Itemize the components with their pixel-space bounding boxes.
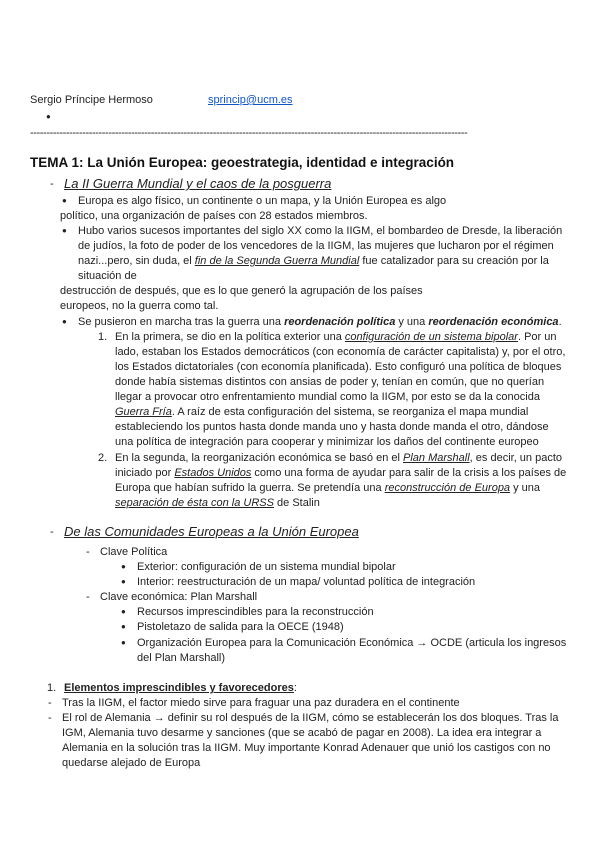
bullet-1-line-2: político, una organización de países con 28 estados miembros.	[60, 210, 368, 222]
bullet-2-line-2: de judíos, la foto de poder de los vencedores de la IIGM, las mujeres que lucharon por el régimen	[78, 240, 554, 252]
section2-heading: De las Comunidades Europeas a la Unión Europea	[64, 524, 359, 539]
clave-politica-exterior: ● Exterior: configuración de un sistema mundial bipolar	[137, 560, 396, 574]
numbered-2-line-2	[115, 466, 566, 480]
page-title: TEMA 1: La Unión Europea: geoestrategia, identidad e integración	[30, 155, 455, 170]
bullet-2-line-3	[78, 254, 549, 268]
text-run: y una	[510, 482, 541, 494]
link-guerra-fria[interactable]: Guerra Fría	[115, 406, 172, 418]
text-run: iniciado por	[115, 467, 175, 479]
section1-heading: La II Guerra Mundial y el caos de la posguerra	[64, 176, 332, 191]
section3-heading-line	[64, 681, 297, 695]
numbered-2-line-1	[115, 451, 562, 465]
text-run: y una	[395, 316, 429, 328]
bullet-2-line-6: europeos, no la guerra como tal.	[60, 300, 219, 312]
separator-line: --------------------------------------------------------------------------------------------------------------------------------------	[30, 127, 468, 139]
text-run: En la segunda, la reorganización económica se basó en el	[115, 452, 404, 464]
clave-economica-recursos: ● Recursos imprescindibles para la reconstrucción	[137, 605, 374, 619]
numbered-1-line-1	[115, 330, 556, 344]
clave-economica-oece: ● Pistoletazo de salida para la OECE (1948)	[137, 620, 344, 634]
numbered-1-line-3: los Estados dictatoriales (con economía planificada). Esto configuró una política de bloques	[115, 361, 562, 373]
numbered-1-line-5: llegar a provocar otro enfrentamiento mundial como la IIGM, por esto se da la conocida	[115, 391, 540, 403]
clave-politica: - Clave Política	[100, 545, 167, 559]
empty-bullet-icon: ●	[46, 112, 51, 121]
numbered-1-marker: 1.	[98, 331, 108, 343]
text-run: de Stalin	[273, 497, 320, 509]
author-name: Sergio Príncipe Hermoso	[30, 94, 153, 106]
text-run: como una forma de ayudar para salir de la crisis a los países de	[251, 467, 567, 479]
link-plan-marshall[interactable]: Plan Marshall	[403, 452, 470, 464]
text-run: Se pusieron en marcha tras la guerra una	[78, 316, 285, 328]
section1-item	[64, 177, 331, 192]
text-run: :	[293, 682, 297, 694]
numbered-1-line-4: donde había sistemas distintos con ansias de poder y, tenían en común, que no querían	[115, 376, 545, 388]
link-estados-unidos[interactable]: Estados Unidos	[174, 467, 252, 479]
dash-item-2-line-4: quedarse alejado de Europa	[62, 757, 201, 769]
link-separacion-urss[interactable]: separación de ésta con la URSS	[115, 497, 274, 509]
text-run: fue catalizador para su creación por la	[359, 255, 549, 267]
numbered-1-line-7: estableciendo los puntos hasta donde manda uno y hasta donde manda el otro, dándose	[115, 421, 549, 433]
clave-economica: - Clave económica: Plan Marshall	[100, 590, 257, 604]
bullet-2-line-5: destrucción de después, que es lo que generó la agrupación de los países	[60, 285, 423, 297]
email-link[interactable]: sprincip@ucm.es	[208, 94, 293, 106]
link-fin-segunda-guerra[interactable]: fin de la Segunda Guerra Mundial	[194, 255, 360, 267]
text-run: . A raíz de esta configuración del sistema, se reorganiza el mapa mundial	[171, 406, 529, 418]
text-run: , es decir, un pacto	[469, 452, 563, 464]
numbered-1-line-2: lado, estaban los Estados democráticos (con economía de carácter capitalista) y, por el otro,	[115, 346, 566, 358]
dash-item-2-line-1: - El rol de Alemania → definir su rol después de la IIGM, cómo se establecerán los dos bloques. Tras la	[62, 711, 558, 725]
bullet-2-line-4: situación de	[78, 270, 137, 282]
numbered-2-marker: 2.	[98, 452, 108, 464]
text-run: nazi...pero, sin duda, el	[78, 255, 195, 267]
dash-item-2-line-3: Alemania en la solución tras la IIGM. Muy importante Konrad Adenauer que unió los castigos con no	[62, 742, 551, 754]
numbered-1-line-6	[115, 405, 528, 419]
text-run: Europa que habían sufrido la guerra. Se pretendía una	[115, 482, 385, 494]
dash-item-1: - Tras la IIGM, el factor miedo sirve para fraguar una paz duradera en el continente	[62, 696, 460, 710]
numbered-1-line-8: una política de integración para cooperar y minimizar los daños del continente europeo	[115, 436, 539, 448]
text-run: . Por un	[517, 331, 557, 343]
section3-heading: Elementos imprescindibles y favorecedores	[64, 682, 294, 694]
emphasis-reordenacion-economica: reordenación económica	[428, 316, 559, 328]
dash-item-2-line-2: IGM, Alemania tuvo desarme y sanciones (que se acabó de pagar en 2008). La idea era integrar a	[62, 727, 542, 739]
clave-economica-ocde-line-1: ● Organización Europea para la Comunicación Económica → OCDE (articula los ingresos	[137, 636, 566, 650]
bullet-3-line-1	[78, 315, 562, 329]
clave-economica-ocde-line-2: del Plan Marshall)	[137, 652, 226, 664]
bullet-1-line-1: ● Europa es algo físico, un continente o un mapa, y la Unión Europea es algo	[78, 194, 446, 208]
bullet-2-line-1: ● Hubo varios sucesos importantes del siglo XX como la IIGM, el bombardeo de Dresde, la liberación	[78, 224, 562, 238]
numbered-2-line-3	[115, 481, 540, 495]
emphasis-reordenacion-politica: reordenación política	[284, 316, 396, 328]
section2-item	[64, 525, 359, 540]
numbered-2-line-4	[115, 496, 320, 510]
text-run: En la primera, se dio en la política exterior una	[115, 331, 345, 343]
text-run: .	[558, 316, 562, 328]
link-sistema-bipolar[interactable]: configuración de un sistema bipolar	[344, 331, 518, 343]
section3-number: 1.	[47, 682, 57, 694]
clave-politica-interior: ● Interior: reestructuración de un mapa/ voluntad política de integración	[137, 575, 475, 589]
link-reconstruccion-europa[interactable]: reconstrucción de Europa	[384, 482, 511, 494]
